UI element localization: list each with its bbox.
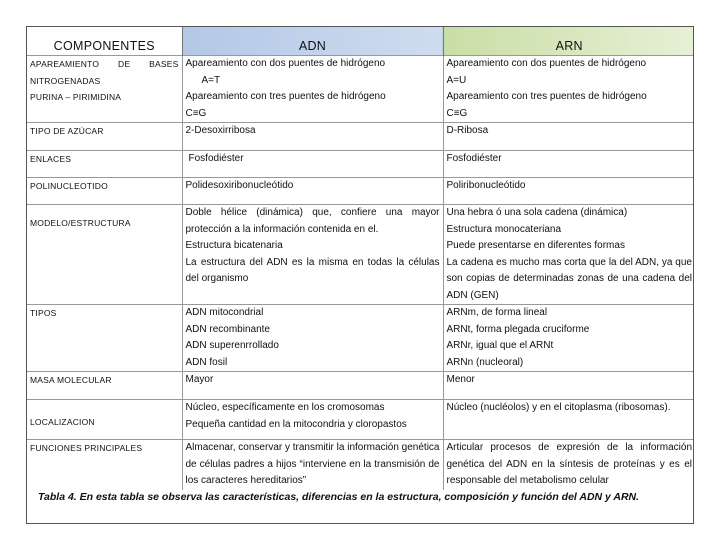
adn-tipos — [182, 305, 443, 372]
adn-masa: Mayor — [182, 372, 443, 400]
row-localizacion — [27, 400, 694, 440]
row-azucar — [27, 123, 694, 151]
arn-localizacion: Núcleo (nucléolos) y en el citoplasma (ribosomas). — [443, 400, 694, 440]
adn-funciones: Almacenar, conservar y transmitir la información genética de células padres a hijos “interviene en la transmisión de los caracteres hereditarios” — [182, 440, 443, 500]
label-localizacion — [27, 400, 182, 440]
arn-modelo-p4: La cadena es mucho mas corta que la del ADN, ya que son copias de determinadas zonas de una cadena del ADN (GEN) — [446, 256, 692, 301]
adn-bases — [182, 56, 443, 123]
arn-bases — [443, 56, 694, 123]
row-polinucleotido — [27, 178, 694, 205]
adn-arn-comparison-table — [27, 27, 694, 500]
label-bases — [27, 56, 182, 123]
adn-tipos-2: ADN recombinante — [185, 323, 270, 335]
row-enlaces — [27, 151, 694, 178]
label-modelo — [27, 205, 182, 305]
adn-modelo — [182, 205, 443, 305]
label-enlaces: ENLACES — [27, 151, 182, 178]
arn-tipos — [443, 305, 694, 372]
arn-bases-line3: Apareamiento con tres puentes de hidrógeno — [446, 91, 647, 102]
arn-modelo — [443, 205, 694, 305]
comparison-table-frame — [26, 26, 694, 524]
adn-bases-pair1: A=T — [201, 74, 221, 86]
adn-localizacion — [182, 400, 443, 440]
adn-tipos-4: ADN fosil — [185, 356, 228, 368]
label-localizacion-text: LOCALIZACION — [30, 417, 95, 427]
adn-modelo-p2: Estructura bicatenaria — [185, 240, 283, 251]
arn-tipos-2: ARNt, forma plegada cruciforme — [446, 323, 590, 335]
arn-bases-line1: Apareamiento con dos puentes de hidrógeno — [446, 58, 647, 69]
adn-enlaces-text: Fosfodiéster — [188, 153, 244, 164]
label-funciones: FUNCIONES PRINCIPALES — [27, 440, 182, 500]
arn-enlaces: Fosfodiéster — [443, 151, 694, 178]
row-masa — [27, 372, 694, 400]
arn-modelo-p2: Estructura monocateriana — [446, 223, 562, 235]
arn-tipos-3: ARNr, igual que el ARNt — [446, 340, 554, 351]
arn-modelo-p1: Una hebra ó una sola cadena (dinámica) — [446, 207, 628, 218]
header-componentes: COMPONENTES — [27, 27, 182, 56]
arn-modelo-p3: Puede presentarse en diferentes formas — [446, 240, 625, 251]
arn-funciones: Articular procesos de expresión de la información genética del ADN en la síntesis de proteínas y es el responsable del metabolismo celular — [443, 440, 694, 500]
adn-localizacion-2: Pequeña cantidad en la mitocondria y cloropastos — [185, 418, 407, 430]
header-arn: ARN — [443, 27, 694, 56]
row-bases — [27, 56, 694, 123]
label-modelo-text: MODELO/ESTRUCTURA — [30, 218, 131, 228]
adn-localizacion-1: Núcleo, específicamente en los cromosomas — [185, 402, 385, 413]
arn-bases-pair2: C≡G — [446, 107, 468, 119]
adn-bases-pair2: C≡G — [185, 107, 207, 119]
adn-enlaces — [182, 151, 443, 178]
adn-tipos-3: ADN superenrrollado — [185, 340, 279, 351]
arn-tipos-1: ARNm, de forma lineal — [446, 307, 548, 318]
arn-azucar: D-Ribosa — [443, 123, 694, 151]
label-bases-line1: APAREAMIENTO DE BASES — [30, 59, 179, 69]
adn-bases-line1: Apareamiento con dos puentes de hidrógeno — [185, 58, 386, 69]
label-bases-line3: PURINA – PIRIMIDINA — [30, 92, 122, 102]
arn-tipos-4: ARNn (nucleoral) — [446, 356, 524, 368]
adn-bases-line3: Apareamiento con tres puentes de hidrógeno — [185, 91, 386, 102]
adn-tipos-1: ADN mitocondrial — [185, 307, 264, 318]
header-adn: ADN — [182, 27, 443, 56]
label-bases-line2: NITROGENADAS — [30, 75, 101, 86]
label-tipos: TIPOS — [27, 305, 182, 372]
arn-bases-pair1: A=U — [446, 74, 467, 86]
row-tipos — [27, 305, 694, 372]
label-polinucleotido: POLINUCLEOTIDO — [27, 178, 182, 205]
adn-modelo-p1: Doble hélice (dinámica) que, confiere una mayor protección a la información contenida en el. — [185, 207, 440, 235]
adn-azucar: 2-Desoxirribosa — [182, 123, 443, 151]
arn-masa: Menor — [443, 372, 694, 400]
table-caption: Tabla 4. En esta tabla se observa las características, diferencias en la estructura, composición y función del ADN y ARN. — [38, 490, 688, 504]
label-masa: MASA MOLECULAR — [27, 372, 182, 400]
label-azucar: TIPO DE AZÚCAR — [27, 123, 182, 151]
row-modelo — [27, 205, 694, 305]
adn-polinucleotido: Polidesoxiribonucleótido — [182, 178, 443, 205]
adn-modelo-p3: La estructura del ADN es la misma en todas la células del organismo — [185, 256, 440, 284]
header-row — [27, 27, 694, 56]
arn-polinucleotido: Poliribonucleótido — [443, 178, 694, 205]
